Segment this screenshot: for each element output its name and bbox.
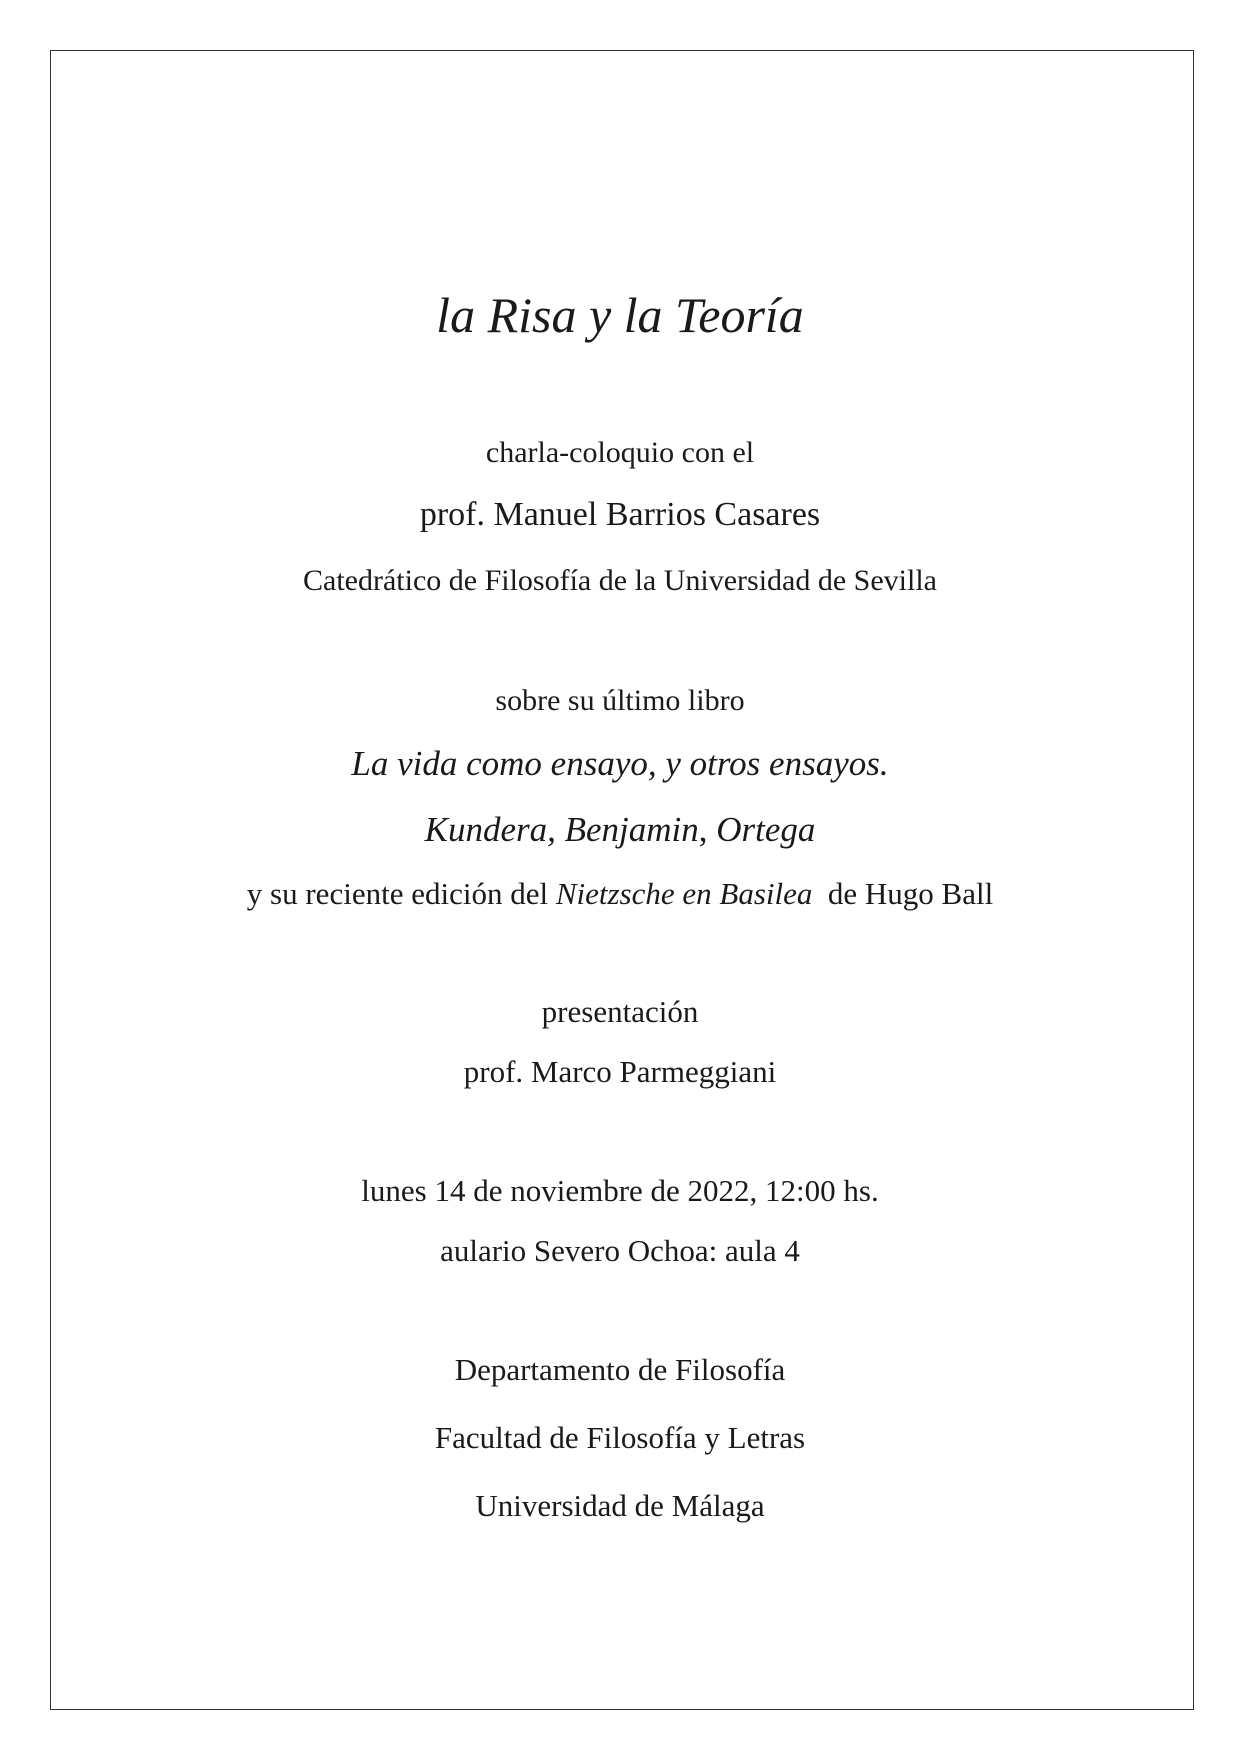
presentation-label: presentación (541, 994, 699, 1029)
book-lead: sobre su último libro (495, 684, 745, 717)
event-title: la Risa y la Teoría (436, 287, 804, 343)
edition-line (0, 878, 1240, 909)
book-title-last-author: Ortega (716, 810, 816, 849)
edition-suffix: de Hugo Ball (827, 876, 994, 911)
book-title-authors: Kundera, Benjamin (424, 810, 699, 849)
event-date: lunes 14 de noviembre de 2022, 12:00 hs. (361, 1173, 879, 1208)
edition-work: Nietzsche en Basilea (555, 876, 813, 911)
organizer-university: Universidad de Málaga (475, 1488, 765, 1523)
speaker-name: prof. Manuel Barrios Casares (419, 496, 821, 533)
book-title-line2 (0, 812, 1240, 847)
intro-text: charla-coloquio con el (485, 436, 755, 469)
book-title-line1: La vida como ensayo, y otros ensayos. (351, 744, 889, 783)
book-title-separator: , (698, 810, 708, 849)
speaker-affiliation: Catedrático de Filosofía de la Universidad de Sevilla (303, 564, 937, 597)
presenter-name: prof. Marco Parmeggiani (463, 1054, 777, 1089)
organizer-department: Departamento de Filosofía (454, 1352, 786, 1387)
edition-prefix: y su reciente edición del (246, 876, 549, 911)
event-location: aulario Severo Ochoa: aula 4 (440, 1233, 800, 1268)
organizer-faculty: Facultad de Filosofía y Letras (434, 1420, 806, 1455)
